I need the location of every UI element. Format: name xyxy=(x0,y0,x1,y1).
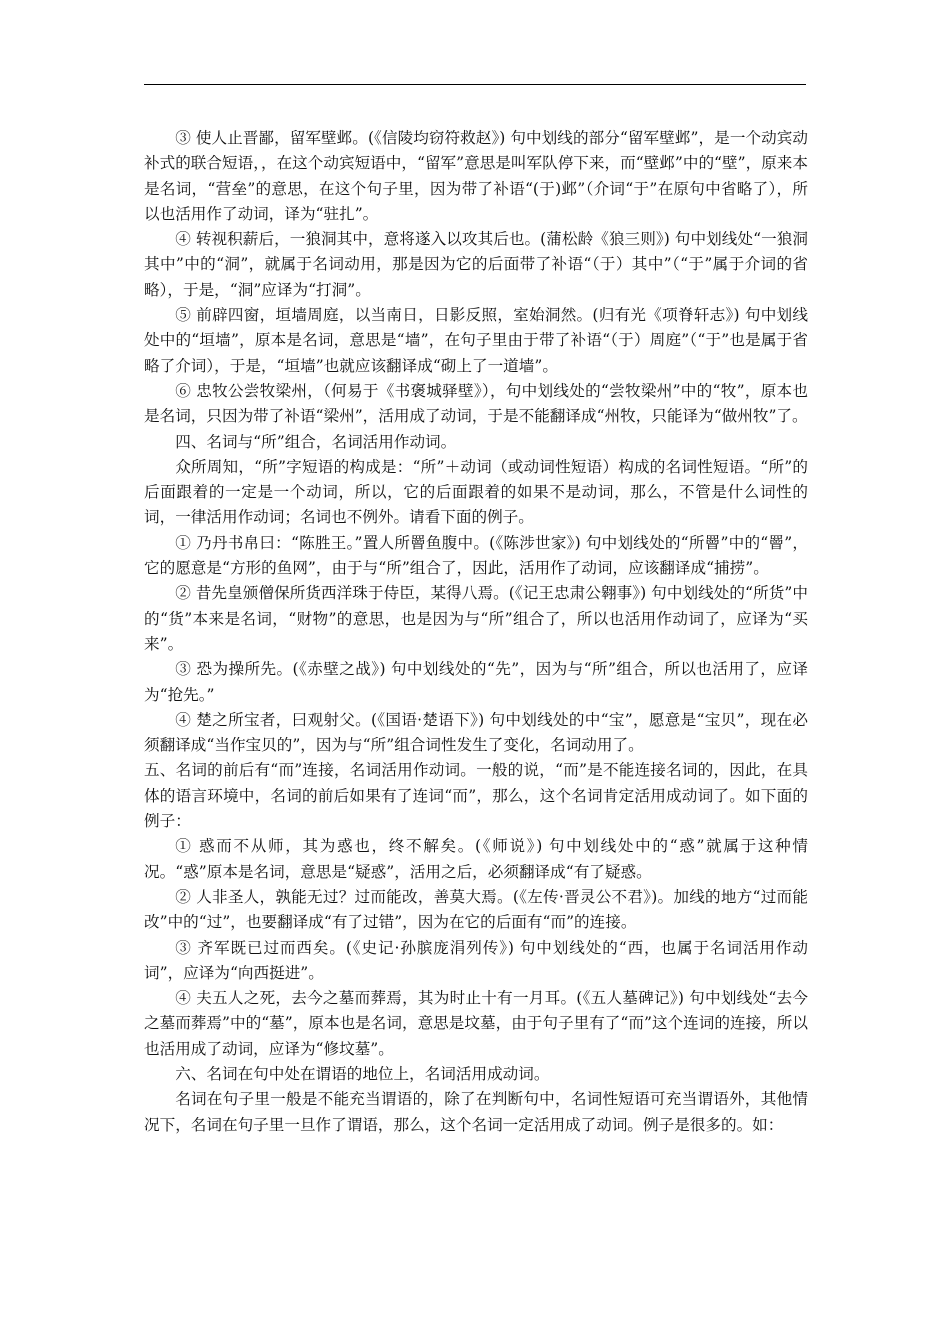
paragraph: 六、名词在句中处在谓语的地位上，名词活用成动词。 xyxy=(175,1064,550,1083)
paragraph: 五、名词的前后有“而”连接，名词活用作动词。一般的说，“而”是不能连接名词的，因此，在具体的语言环境中，名词的前后如果有了连词“而”，那么，这个名词肯定活用成动词了。如下面的例子： xyxy=(144,761,808,831)
paragraph: ① 乃丹书帛曰：“陈胜王。”置人所罾鱼腹中。(《陈涉世家》) 句中划线处的“所罾”中的“罾”，它的愿意是“方形的鱼网”，由于与“所”组合了，因此，活用作了动词，应该翻译成“捕捞”。 xyxy=(144,533,808,578)
paragraph: 四、名词与“所”组合，名词活用作动词。 xyxy=(175,432,457,451)
paragraph: ② 人非圣人，孰能无过？过而能改，善莫大焉。(《左传·晋灵公不君》)。加线的地方“过而能改”中的“过”，也要翻译成“有了过错”，因为在它的后面有“而”的连接。 xyxy=(144,887,808,932)
paragraph: ⑤ 前辟四窗，垣墙周庭，以当南日，日影反照，室始洞然。(归有光《项脊轩志》) 句中划线处中的“垣墙”，原本是名词，意思是“墙”，在句子里由于带了补语“（于）周庭”（“于”也是属于省略了介词），于是，“垣墙”也就应该翻译成“砌上了一道墙”。 xyxy=(144,306,808,375)
header-rule xyxy=(144,84,806,85)
paragraph: ④ 楚之所宝者，曰观射父。(《国语·楚语下》) 句中划线处的中“宝”，愿意是“宝贝”，现在必须翻译成“当作宝贝的”，因为与“所”组合词性发生了变化，名词动用了。 xyxy=(144,710,808,755)
paragraph: ④ 夫五人之死，去今之墓而葬焉，其为时止十有一月耳。(《五人墓碑记》) 句中划线处“去今之墓而葬焉”中的“墓”，原本也是名词，意思是坟墓，由于句子里有了“而”这个连词的连接，所以也活用成了动词，应译为“修坟墓”。 xyxy=(144,989,808,1058)
paragraph: 众所周知，“所”字短语的构成是：“所”＋动词（或动词性短语）构成的名词性短语。“所”的后面跟着的一定是一个动词，所以，它的后面跟着的如果不是动词，那么，不管是什么词性的词，一律活用作动词；名词也不例外。请看下面的例子。 xyxy=(144,457,808,527)
paragraph: ③ 齐军既已过而西矣。(《史记·孙膑庞涓列传》) 句中划线处的“西，也属于名词活用作动词”，应译为“向西挺进”。 xyxy=(144,938,808,982)
paragraph: ① 惑而不从师，其为惑也，终不解矣。(《师说》) 句中划线处中的“惑”就属于这种情况。“惑”原本是名词，意思是“疑惑”，活用之后，必须翻译成“有了疑惑。 xyxy=(144,837,808,881)
paragraph: ② 昔先皇颁僧保所货西洋珠于侍臣，某得八焉。(《记王忠肃公翱事》) 句中划线处的“所货”中的“货”本来是名词，“财物”的意思，也是因为与“所”组合了，所以也活用作动词了，应译为“买来”。 xyxy=(144,584,808,653)
paragraph: ④ 转视积薪后，一狼洞其中，意将遂入以攻其后也。(蒲松龄《狼三则》) 句中划线处“一狼洞其中”中的“洞”，就属于名词动用，那是因为它的后面带了补语“（于）其中”（“于”属于介词的省略），于是，“洞”应译为“打洞”。 xyxy=(144,230,808,299)
paragraph: 名词在句子里一般是不能充当谓语的，除了在判断句中，名词性短语可充当谓语外，其他情况下，名词在句子里一旦作了谓语，那么，这个名词一定活用成了动词。例子是很多的。如： xyxy=(144,1090,808,1134)
document-body xyxy=(144,126,808,1138)
paragraph: ③ 使人止晋鄙，留军壁邺。(《信陵均窃符救赵》) 句中划线的部分“留军壁邺”，是一个动宾动补式的联合短语，，在这个动宾短语中，“留军”意思是叫军队停下来，而“壁邺”中的“壁”，原来本是名词，“营垒”的意思，在这个句子里，因为带了补语“(于)邺”（介词“于”在原句中省略了），所以也活用作了动词，译为“驻扎”。 xyxy=(144,129,808,223)
paragraph: ⑥ 忠牧公尝牧梁州，（何易于《书褒城驿壁》），句中划线处的“尝牧梁州”中的“牧”，原本也是名词，只因为带了补语“梁州”，活用成了动词，于是不能翻译成“州牧，只能译为“做州牧”了。 xyxy=(144,381,808,426)
paragraph: ③ 恐为操所先。(《赤壁之战》) 句中划线处的“先”，因为与“所”组合，所以也活用了，应译为“抢先。” xyxy=(144,660,808,704)
